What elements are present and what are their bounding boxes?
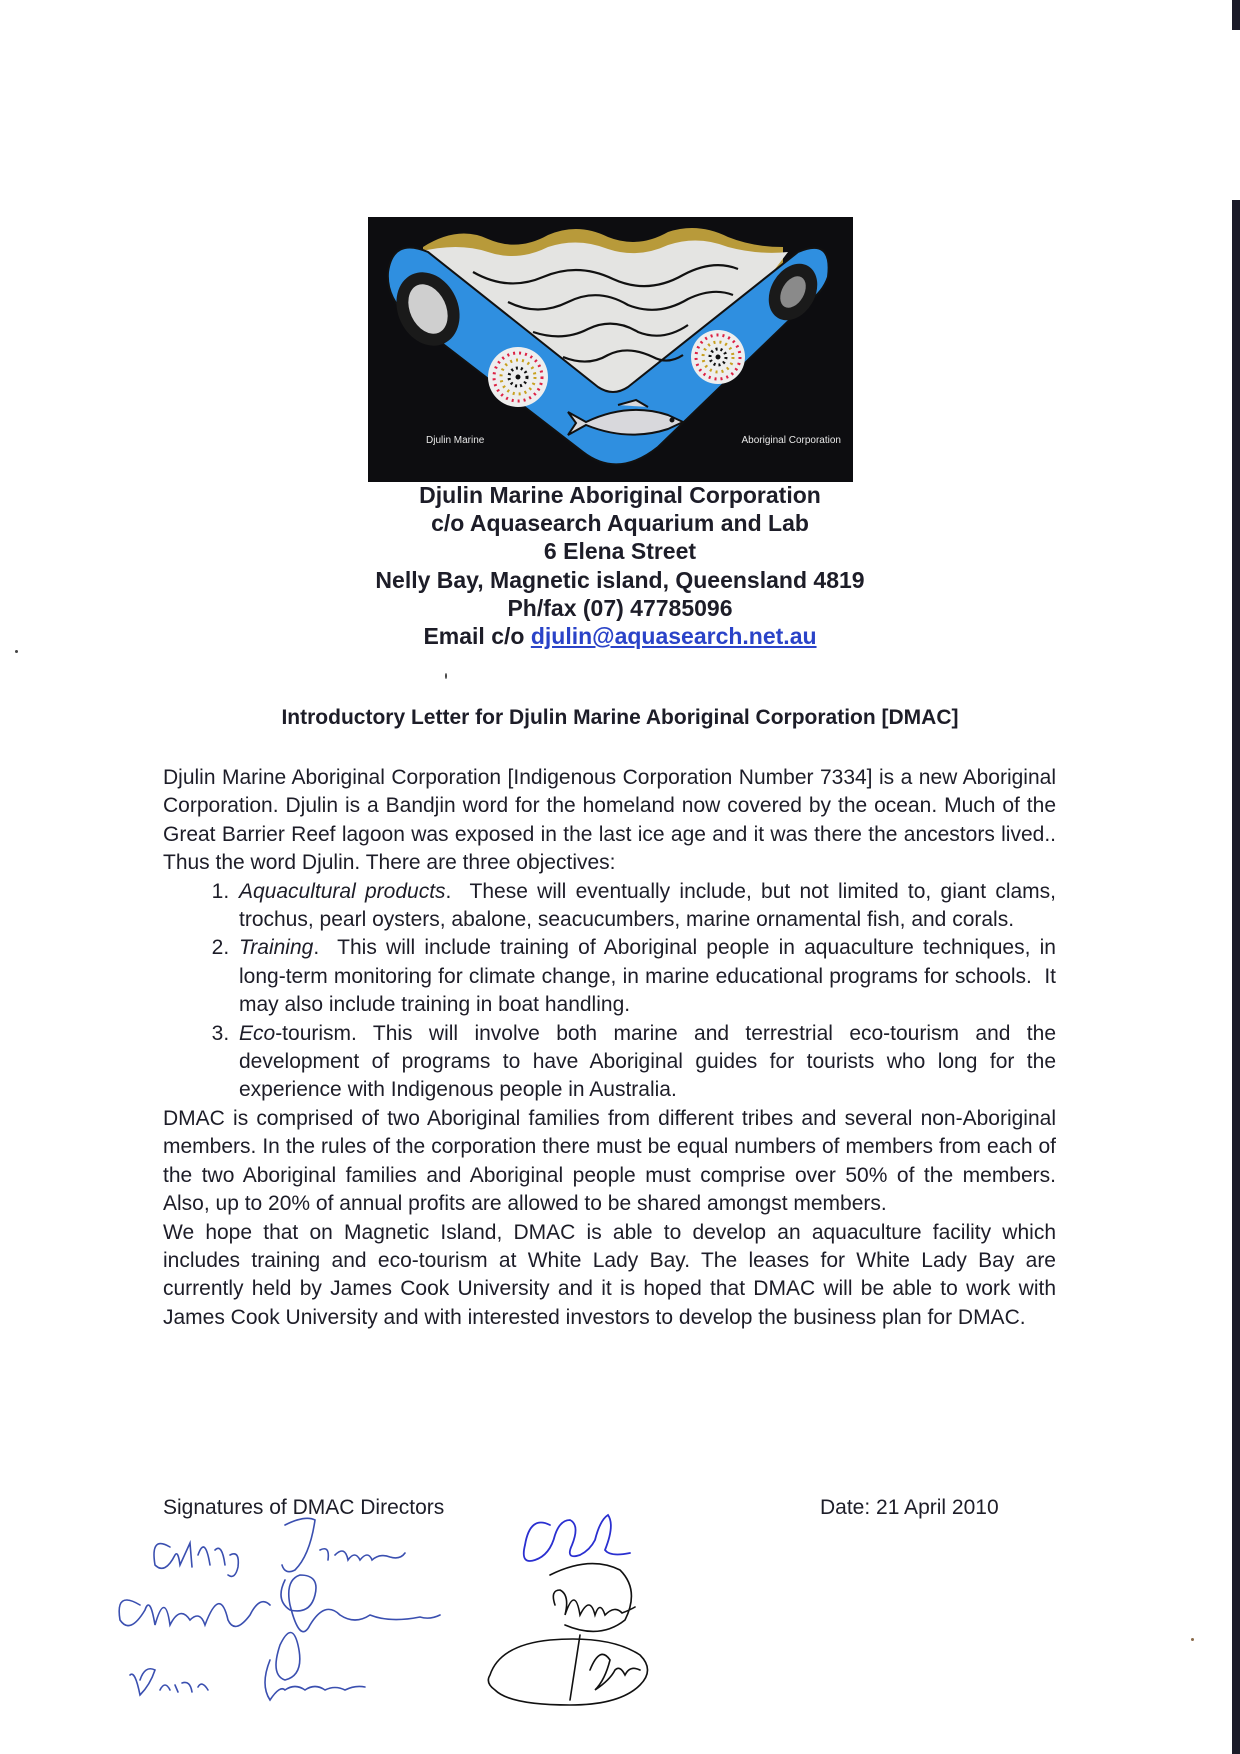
objective-text: This will involve both marine and terrestrial eco-tourism and the development of programs to have Aboriginal guides for tourists who long for the experience with Indigenous people in Australia. xyxy=(239,1021,1056,1102)
dot-circle-right xyxy=(691,330,745,384)
email-link[interactable]: djulin@aquasearch.net.au xyxy=(530,623,817,650)
scan-speck xyxy=(1191,1638,1194,1641)
objective-item xyxy=(235,1020,1056,1105)
objective-heading-suffix: -tourism. xyxy=(275,1021,357,1045)
letter-body xyxy=(163,764,1062,1332)
director-signatures xyxy=(110,1495,670,1725)
objective-item xyxy=(235,878,1062,935)
scan-edge xyxy=(1232,0,1240,1754)
phone-fax: Ph/fax (07) 47785096 xyxy=(507,594,733,621)
dot-circle-left xyxy=(488,347,548,407)
plans-paragraph: We hope that on Magnetic Island, DMAC is able to develop an aquaculture facility which includes training and eco-tourism at White Lady Bay. The leases for White Lady Bay are currently held by James Cook University and it is hoped that DMAC will be able to work with James Cook University and with interested investors to develop the business plan for DMAC. xyxy=(163,1220,1056,1329)
objective-heading-suffix: . xyxy=(445,879,452,903)
signature-butler-3 xyxy=(488,1635,647,1705)
care-of-line: c/o Aquasearch Aquarium and Lab xyxy=(431,510,809,537)
objective-heading: Training xyxy=(239,936,314,960)
letter-title: Introductory Letter for Djulin Marine Aboriginal Corporation [DMAC] xyxy=(281,706,959,729)
objective-heading-suffix: . xyxy=(313,936,320,960)
scan-speck xyxy=(445,673,447,679)
email-prefix: Email c/o xyxy=(423,623,531,650)
street-address: 6 Elena Street xyxy=(543,538,697,565)
signature-brian-johnson xyxy=(130,1660,365,1700)
objective-item xyxy=(235,934,1062,1019)
scan-speck xyxy=(15,650,18,653)
signature-butler-1 xyxy=(524,1515,630,1561)
objectives-list xyxy=(163,878,1062,1105)
signatures-label: Signatures of DMAC Directors xyxy=(163,1496,445,1519)
logo-caption-left: Djulin Marine xyxy=(426,435,485,446)
city-address: Nelly Bay, Magnetic island, Queensland 4819 xyxy=(375,566,865,593)
objective-heading: Eco xyxy=(239,1021,276,1045)
objective-text: These will eventually include, but not limited to, giant clams, trochus, pearl oysters, abalone, seacucumbers, marine ornamental fish, and corals. xyxy=(239,879,1062,932)
membership-paragraph: DMAC is comprised of two Aboriginal families from different tribes and several non-Aboriginal members. In the rules of the corporation there must be equal numbers of members from each of the two Aboriginal families and Aboriginal people must comprise over 50% of the members. Also, up to 20% of annual profits are allowed to be shared amongst members. xyxy=(163,1106,1056,1216)
letter-date: Date: 21 April 2010 xyxy=(820,1496,999,1519)
signature-butler-2 xyxy=(550,1564,635,1632)
signature-michael xyxy=(119,1575,440,1680)
signature-arthur-johnson xyxy=(154,1518,405,1576)
objective-text: This will include training of Aboriginal people in aquaculture techniques, in long-term monitoring for climate change, in marine educational programs for schools. It may also include training in boat handling. xyxy=(239,936,1062,1017)
logo-artwork xyxy=(368,217,853,482)
org-name: Djulin Marine Aboriginal Corporation xyxy=(419,482,821,508)
objective-heading: Aquacultural products xyxy=(239,879,446,903)
letterhead xyxy=(0,481,1240,650)
intro-paragraph: Djulin Marine Aboriginal Corporation [Indigenous Corporation Number 7334] is a new Aboriginal Corporation. Djulin is a Bandjin word for the homeland now covered by the ocean. Much of the Great Barrier Reef lagoon was exposed in the last ice age and it was there the ancestors lived.. Thus the word Djulin. There are three objectives: xyxy=(163,766,1056,875)
logo-caption-right: Aboriginal Corporation xyxy=(741,435,841,446)
email-line xyxy=(0,622,1240,650)
